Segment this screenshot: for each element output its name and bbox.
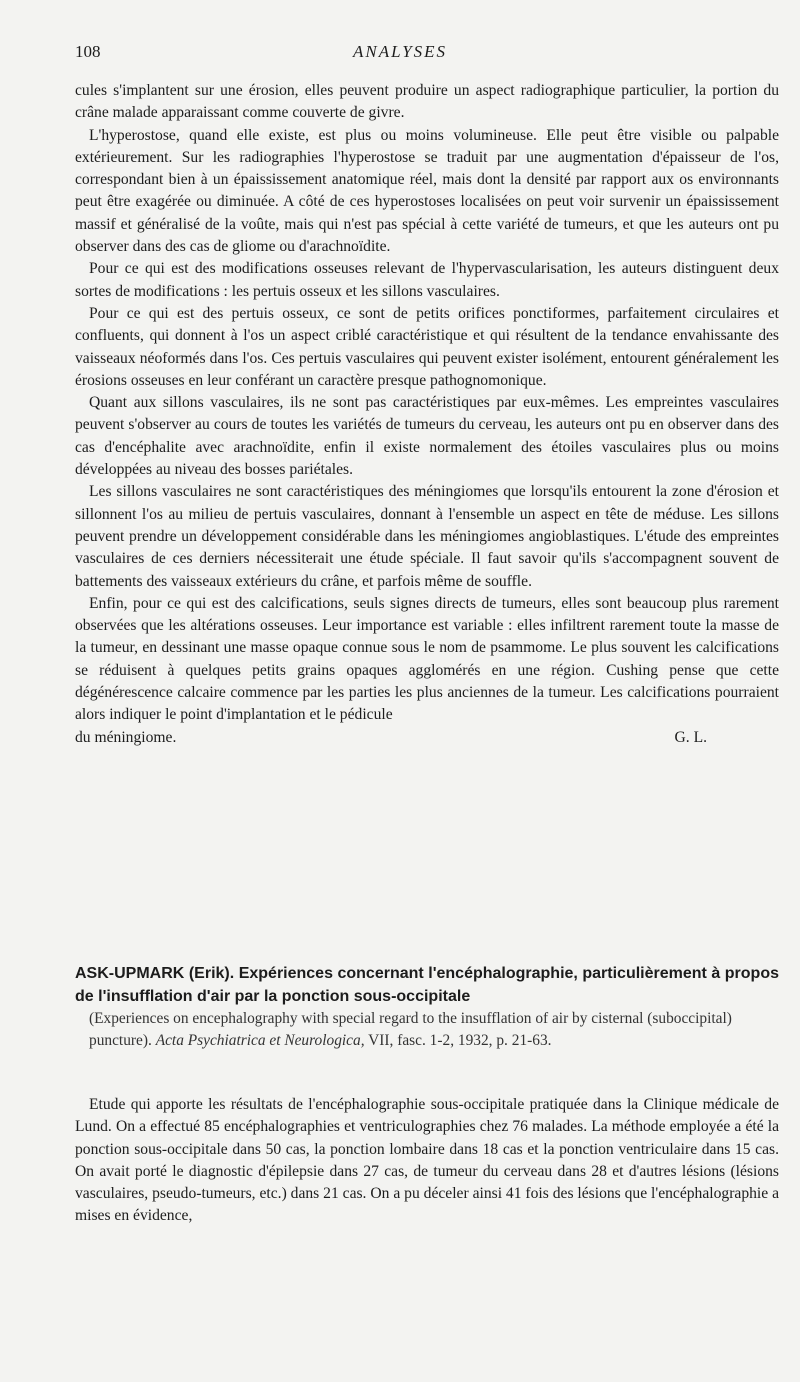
paragraph: cules s'implantent sur une érosion, elles peuvent produire un aspect radiographique particulier, la portion du crâne malade apparaissant comme couverte de givre. [75,82,779,122]
volume-pages: VII, fasc. 1-2, 1932, p. 21-63. [368,1031,552,1049]
article-title: ASK-UPMARK (Erik). Expériences concernant l'encéphalographie, particulièrement à propos de l'insufflation d'air par la ponction sous-occipitale [75,965,779,1005]
english-translation: (Experiences on encephalography with special regard to the insufflation of air by cisternal (suboccipital) puncture). [89,1010,732,1049]
paragraph: Enfin, pour ce qui est des calcifications, seuls signes directs de tumeurs, elles sont beaucoup plus rarement observées que les altérations osseuses. Leur importance est variable : elles infiltrent rarement toute la masse de la tumeur, en dessinant une masse opaque connue sous le nom de psammome. Le plus souvent les calcifications se réduisent à quelques petits grains opaques agglomérés en une région. Cushing pense que cette dégénérescence calcaire commence par les parties les plus anciennes de la tumeur. Les calcifications pourraient alors indiquer le point d'implantation et le pédicule [75,594,779,724]
closing-line [75,727,779,749]
paragraph: Quant aux sillons vasculaires, ils ne sont pas caractéristiques par eux-mêmes. Les empreintes vasculaires peuvent s'observer au cours de toutes les variétés de tumeurs du cerveau, les auteurs ont pu en observer dans des cas d'encéphalite avec arachnoïdite, enfin il existe normalement des étoiles vasculaires plus ou moins développées au niveau des bosses pariétales. [75,394,779,479]
paragraph: Etude qui apporte les résultats de l'encéphalographie sous-occipitale pratiquée dans la Clinique médicale de Lund. On a effectué 85 encéphalographies et ventriculographies chez 76 malades. La méthode employée a été la ponction sous-occipitale dans 50 cas, la ponction lombaire dans 18 cas et la ponction ventriculaire dans 15 cas. On avait porté le diagnostic d'épilepsie dans 27 cas, de tumeur du cerveau dans 28 et d'autres lésions (lésions vasculaires, pseudo-tumeurs, etc.) dans 21 cas. On a pu déceler ainsi 41 fois des lésions que l'encéphalographie a mises en évidence, [75,1096,779,1225]
running-head [75,42,725,66]
paragraph: L'hyperostose, quand elle existe, est plus ou moins volumineuse. Elle peut être visible ou palpable extérieurement. Sur les radiographies l'hyperostose se traduit par une augmentation d'épaisseur de l'os, correspondant bien à un épaississement anatomique réel, mais dont la densité par rapport aux os environnants peut être exagérée ou diminuée. A côté de ces hyperostoses localisées on peut voir survenir un épaississement massif et généralisé de la voûte, mais qui n'est pas spécial à cette variété de tumeurs, et que les auteurs ont pu observer dans des cas de gliome ou d'arachnoïdite. [75,126,779,256]
paragraph: Pour ce qui est des modifications osseuses relevant de l'hypervascularisation, les auteurs distinguent deux sortes de modifications : les pertuis osseux et les sillons vasculaires. [75,260,779,300]
paragraph: Les sillons vasculaires ne sont caractéristiques des méningiomes que lorsqu'ils entourent la zone d'érosion et sillonnent l'os au milieu de pertuis vasculaires, donnant à l'ensemble un aspect en tête de méduse. Les sillons peuvent prendre un développement considérable dans les méningiomes angioblastiques. L'étude des empreintes vasculaires de ces derniers nécessiterait une étude spéciale. Il faut savoir qu'ils s'accompagnent souvent de battements des vaisseaux extérieurs du crâne, et parfois même de souffle. [75,483,779,590]
running-title: ANALYSES [352,42,448,61]
author-signature: G. L. [674,728,707,746]
closing-text: du méningiome. [75,728,177,746]
article-body [75,1094,779,1228]
article-reference [75,963,779,1051]
page-number: 108 [75,42,101,61]
journal-name: Acta Psychiatrica et Neurologica, [155,1031,365,1049]
article-continuation [75,80,779,749]
article-citation [75,1008,779,1051]
paragraph: Pour ce qui est des pertuis osseux, ce sont de petits orifices ponctiformes, parfaitement circulaires et confluents, qui donnent à l'os un aspect criblé caractéristique et qui résultent de la tendance envahissante des vaisseaux néoformés dans l'os. Ces pertuis vasculaires qui peuvent exister isolément, entourent généralement les érosions osseuses en leur conférant un caractère presque pathognomonique. [75,304,779,389]
